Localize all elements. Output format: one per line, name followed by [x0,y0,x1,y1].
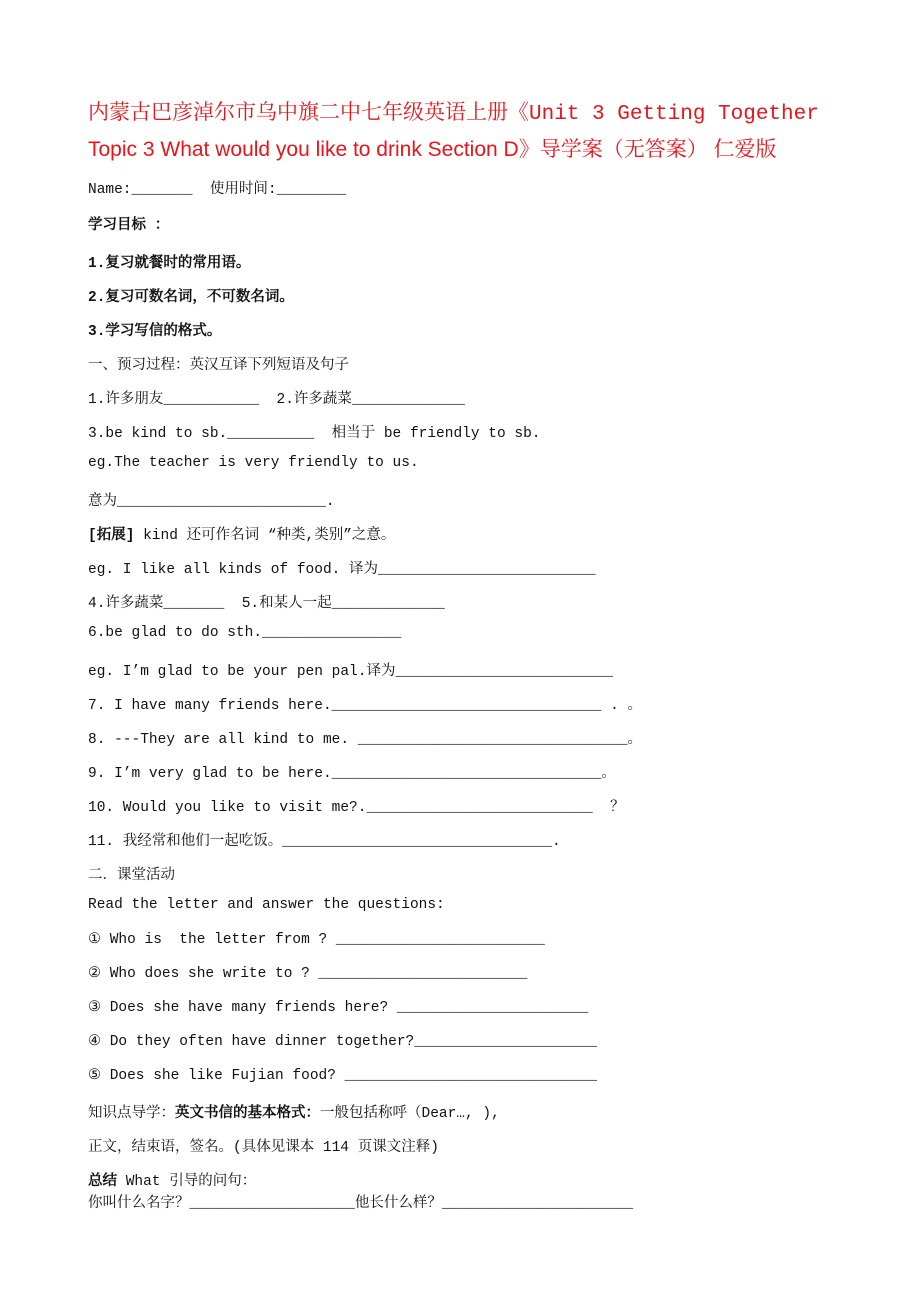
example-line: eg.The teacher is very friendly to us. [88,455,419,471]
exercise-line: 9. I’m very glad to be here._______________________________。 [88,766,616,782]
exercise-line: 意为________________________. [88,494,335,510]
knowledge-bold: 英文书信的基本格式： [175,1106,320,1122]
summary-line: 你叫什么名字？___________________他长什么样？______________________ [88,1196,634,1212]
knowledge-line2: 正文，结束语，签名。(具体见课本 114 页课文注释) [88,1140,439,1156]
summary-heading [88,1169,256,1190]
summary-rest: What 引导的问句： [117,1174,257,1190]
objective-item: 1.复习就餐时的常用语。 [88,256,251,272]
document-title-line2: Topic 3 What would you like to drink Section D》导学案（无答案） 仁爱版 [88,138,777,161]
question-line: ③ Does she have many friends here? ______________________ [88,1000,589,1016]
preview-heading: 一、预习过程：英汉互译下列短语及句子 [88,358,349,374]
question-line: ② Who does she write to ? ________________________ [88,966,528,982]
exercise-line: 3.be kind to sb.__________ 相当于 be friendly to sb. [88,426,541,442]
exercise-line: 11. 我经常和他们一起吃饭。_______________________________. [88,834,561,850]
knowledge-rest: 一般包括称呼（Dear…, ), [320,1106,500,1122]
exercise-line: 10. Would you like to visit me?.__________________________ ？ [88,800,625,816]
activity-intro: Read the letter and answer the questions: [88,897,445,913]
knowledge-label: 知识点导学： [88,1106,175,1122]
extend-line [88,523,395,544]
objectives-heading: 学习目标 ： [88,218,170,234]
exercise-line: eg. I’m glad to be your pen pal.译为_________________________ [88,664,613,680]
exercise-line: eg. I like all kinds of food. 译为_________________________ [88,562,596,578]
extend-label: [拓展] [88,528,135,544]
exercise-line: 1.许多朋友___________ 2.许多蔬菜_____________ [88,392,466,408]
exercise-line: 4.许多蔬菜_______ 5.和某人一起_____________ [88,596,445,612]
document-title-line1: 内蒙古巴彦淖尔市乌中旗二中七年级英语上册《Unit 3 Getting Together [88,103,819,126]
exercise-line: 7. I have many friends here._______________________________ . 。 [88,698,642,714]
question-line: ① Who is the letter from ? ________________________ [88,932,545,948]
activity-heading: 二．课堂活动 [88,868,175,884]
question-line: ④ Do they often have dinner together?_____________________ [88,1034,597,1050]
question-line: ⑤ Does she like Fujian food? _____________________________ [88,1068,597,1084]
objective-item: 2.复习可数名词，不可数名词。 [88,290,294,306]
objective-item: 3.学习写信的格式。 [88,324,222,340]
summary-label: 总结 [88,1174,117,1190]
extend-text: kind 还可作名词 “种类,类别”之意。 [143,528,396,544]
name-date-line: Name:_______ 使用时间:________ [88,182,347,198]
knowledge-line [88,1101,500,1122]
exercise-line: 8. ---They are all kind to me. _______________________________。 [88,732,642,748]
exercise-line: 6.be glad to do sth.________________ [88,625,402,641]
